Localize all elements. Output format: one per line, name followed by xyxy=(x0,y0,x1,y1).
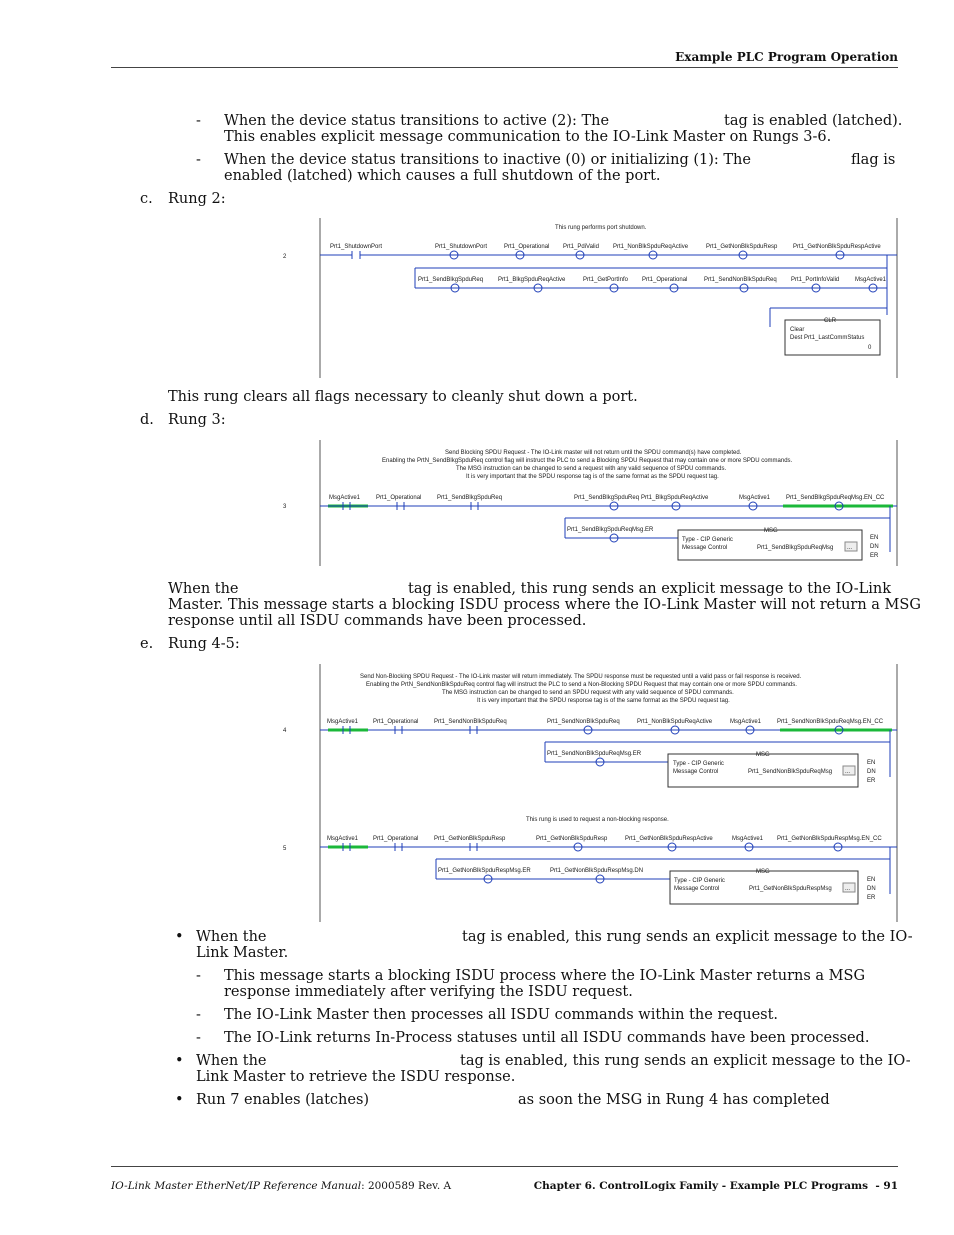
rung-5-comment: This rung is used to request a non-blocking response. xyxy=(526,817,669,823)
rung-4-comment: Send Non-Blocking SPDU Request - The IO-Link master will return immediately. The SPDU response must be requested until a valid pass or fail response is received. xyxy=(360,674,802,680)
rung-3-coil-tag: Prt1_BlkgSpduReqActive xyxy=(641,495,709,501)
bullet-2-text-a: When the xyxy=(196,1053,267,1069)
msg-dn-output: DN xyxy=(867,769,876,775)
rung-3-contact-tag: Prt1_SendBlkgSpduReq xyxy=(437,495,503,501)
step-c-text: Rung 2: xyxy=(168,191,226,207)
intro-item-1-text-b: tag is enabled (latched). xyxy=(724,113,903,129)
rung-3-branch-tag: Prt1_SendBlkgSpduReqMsg.ER xyxy=(567,527,654,533)
rung-2-caption: This rung clears all flags necessary to cleanly shut down a port. xyxy=(168,389,638,405)
step-d-text: Rung 3: xyxy=(168,412,226,428)
rung-2-number: 2 xyxy=(283,254,287,260)
msg-config-dots: ... xyxy=(847,545,853,551)
rung-3-caption-a: When the xyxy=(168,581,239,597)
msg-config-dots: ... xyxy=(845,769,851,775)
rung-3-comment: The MSG instruction can be changed to send a request with any valid sequence of SPDU commands. xyxy=(456,466,727,472)
rung-3-diagram xyxy=(280,438,900,568)
rung-2-row1-tag: Prt1_PdiValid xyxy=(563,244,599,250)
msg-control-tag: Prt1_SendNonBlkSpduReqMsg xyxy=(748,769,833,775)
rung-5-branch-tag: Prt1_GetNonBlkSpduRespMsg.DN xyxy=(550,868,644,874)
rung-5-coil-tag: Prt1_GetNonBlkSpduRespActive xyxy=(625,836,713,842)
step-e-text: Rung 4-5: xyxy=(168,636,240,652)
rung-4-comment: It is very important that the SPDU response tag is of the same format as the SPDU request tag. xyxy=(477,698,730,704)
rung-4-coil-tag: Prt1_SendNonBlkSpduReq xyxy=(547,719,620,725)
rung-2-contact-tag: Prt1_ShutdownPort xyxy=(330,244,383,250)
rung-3-comment: Enabling the PrtN_SendBlkgSpduReq control flag will instruct the PLC to send a Blocking SPDU Request that may contain one or more SPDU commands. xyxy=(382,458,793,464)
rung-2-row1-tag: Prt1_ShutdownPort xyxy=(435,244,488,250)
rung-2-row1-tag: Prt1_NonBlkSpduReqActive xyxy=(613,244,689,250)
step-d-label: d. xyxy=(140,412,154,428)
bullet-marker: • xyxy=(175,1092,184,1108)
rung-4-contact-tag: MsgActive1 xyxy=(327,719,359,725)
rung-4-comment: The MSG instruction can be changed to send an SPDU request with any valid sequence of SPDU commands. xyxy=(442,690,734,696)
bullet-1-text-a: When the xyxy=(196,929,267,945)
rung-3-caption-d: response until all ISDU commands have been processed. xyxy=(168,613,587,629)
rung-4-coil-tag: Prt1_SendNonBlkSpduReqMsg.EN_CC xyxy=(777,719,884,725)
rung-5-contact-tag: MsgActive1 xyxy=(327,836,359,842)
msg-control-tag: Prt1_GetNonBlkSpduRespMsg xyxy=(749,886,832,892)
sub-bullet-3-line1: The IO-Link returns In-Process statuses until all ISDU commands have been processed. xyxy=(224,1030,870,1046)
rung-5-number: 5 xyxy=(283,846,287,852)
msg-title: MSG xyxy=(756,752,770,758)
rung-3-coil-tag: MsgActive1 xyxy=(739,495,771,501)
rung-4-5-diagram xyxy=(280,662,900,924)
rung-2-row2-tag: Prt1_Operational xyxy=(642,277,688,283)
rung-3-coil-tag: Prt1_SendBlkgSpduReq xyxy=(574,495,640,501)
bullet-3-text-b: as soon the MSG in Rung 4 has completed xyxy=(518,1092,830,1108)
rung-4-contact-tag: Prt1_Operational xyxy=(373,719,419,725)
msg-control-label: Message Control xyxy=(682,545,728,551)
rung-2-row1-tag: Prt1_GetNonBlkSpduRespActive xyxy=(793,244,881,250)
footer-left xyxy=(111,1180,451,1192)
msg-type: Type - CIP Generic xyxy=(682,537,733,543)
msg-dn-output: DN xyxy=(867,886,876,892)
msg-type: Type - CIP Generic xyxy=(674,878,725,884)
rung-2-row2-tag: Prt1_GetPortInfo xyxy=(583,277,629,283)
intro-item-2-text-b: flag is xyxy=(851,152,896,168)
rung-3-contact-tag: MsgActive1 xyxy=(329,495,361,501)
sub-bullet-1-line1: This message starts a blocking ISDU process where the IO-Link Master returns a MSG xyxy=(224,968,866,984)
rung-3-contact-tag: Prt1_Operational xyxy=(376,495,422,501)
msg-control-label: Message Control xyxy=(673,769,719,775)
rung-5-contact-tag: Prt1_Operational xyxy=(373,836,419,842)
bullet-3-text-a: Run 7 enables (latches) xyxy=(196,1092,370,1108)
rung-2-row1-tag: Prt1_GetNonBlkSpduResp xyxy=(706,244,778,250)
rung-3-comment: It is very important that the SPDU response tag is of the same format as the SPDU request tag. xyxy=(466,474,719,480)
rung-2-row2-tag: Prt1_SendNonBlkSpduReq xyxy=(704,277,777,283)
bullet-marker: • xyxy=(175,1053,184,1069)
rung-5-coil-tag: Prt1_GetNonBlkSpduRespMsg.EN_CC xyxy=(777,836,882,842)
bullet-1-text-b: tag is enabled, this rung sends an explicit message to the IO- xyxy=(462,929,913,945)
clr-title: CLR xyxy=(824,318,837,324)
msg-title: MSG xyxy=(764,528,778,534)
msg-title: MSG xyxy=(756,869,770,875)
rung-2-row2-tag: Prt1_SendBlkgSpduReq xyxy=(418,277,484,283)
rung-4-coil-tag: MsgActive1 xyxy=(730,719,762,725)
dash-marker: - xyxy=(196,1007,201,1023)
msg-er-output: ER xyxy=(867,895,876,901)
rung-3-caption-c: Master. This message starts a blocking ISDU process where the IO-Link Master will not return a MSG xyxy=(168,597,921,613)
rung-3-coil-tag: Prt1_SendBlkgSpduReqMsg.EN_CC xyxy=(786,495,885,501)
step-e-label: e. xyxy=(140,636,154,652)
msg-control-tag: Prt1_SendBlkgSpduReqMsg xyxy=(757,545,834,551)
dash-marker: - xyxy=(196,113,201,129)
header-rule xyxy=(111,67,898,68)
rung-5-coil-tag: Prt1_GetNonBlkSpduResp xyxy=(536,836,608,842)
running-header: Example PLC Program Operation xyxy=(675,50,898,64)
dash-marker: - xyxy=(196,968,201,984)
rung-2-diagram xyxy=(280,215,900,380)
bullet-2-text-b: tag is enabled, this rung sends an explicit message to the IO- xyxy=(460,1053,911,1069)
msg-en-output: EN xyxy=(867,877,876,883)
bullet-marker: • xyxy=(175,929,184,945)
dash-marker: - xyxy=(196,1030,201,1046)
bullet-1-text-c: Link Master. xyxy=(196,945,289,961)
intro-item-2-text-a: When the device status transitions to inactive (0) or initializing (1): The xyxy=(224,152,751,168)
clr-value: 0 xyxy=(868,345,872,351)
msg-en-output: EN xyxy=(870,535,879,541)
footer-right: Chapter 6. ControlLogix Family - Example PLC Programs - 91 xyxy=(533,1180,898,1192)
rung-2-row2-tag: Prt1_BlkgSpduReqActive xyxy=(498,277,566,283)
rung-4-coil-tag: Prt1_NonBlkSpduReqActive xyxy=(637,719,713,725)
rung-2-row2-tag: Prt1_PortInfoValid xyxy=(791,277,840,283)
rung-2-row2-tag: MsgActive1 xyxy=(855,277,887,283)
clr-line1: Clear xyxy=(790,327,805,333)
sub-bullet-2-line1: The IO-Link Master then processes all ISDU commands within the request. xyxy=(224,1007,779,1023)
rung-2-row1-tag: Prt1_Operational xyxy=(504,244,550,250)
rung-3-comment: Send Blocking SPDU Request - The IO-Link master will not return until the SPDU command(s) have completed. xyxy=(445,450,742,456)
msg-control-label: Message Control xyxy=(674,886,720,892)
msg-en-output: EN xyxy=(867,760,876,766)
rung-3-number: 3 xyxy=(283,504,287,510)
sub-bullet-1-line2: response immediately after verifying the ISDU request. xyxy=(224,984,633,1000)
rung-5-coil-tag: MsgActive1 xyxy=(732,836,764,842)
msg-type: Type - CIP Generic xyxy=(673,761,724,767)
msg-er-output: ER xyxy=(867,778,876,784)
dash-marker: - xyxy=(196,152,201,168)
rung-4-number: 4 xyxy=(283,728,287,734)
footer-rule xyxy=(111,1166,898,1167)
rung-5-branch-tag: Prt1_GetNonBlkSpduRespMsg.ER xyxy=(438,868,531,874)
rung-4-branch-tag: Prt1_SendNonBlkSpduReqMsg.ER xyxy=(547,751,642,757)
footer-manual-rev: : 2000589 Rev. A xyxy=(361,1180,452,1192)
intro-item-2-text-c: enabled (latched) which causes a full shutdown of the port. xyxy=(224,168,661,184)
msg-er-output: ER xyxy=(870,553,879,559)
rung-3-caption-b: tag is enabled, this rung sends an explicit message to the IO-Link xyxy=(408,581,892,597)
msg-config-dots: ... xyxy=(845,886,851,892)
intro-item-1-text-a: When the device status transitions to active (2): The xyxy=(224,113,610,129)
bullet-2-text-c: Link Master to retrieve the ISDU response. xyxy=(196,1069,516,1085)
rung-2-comment: This rung performs port shutdown. xyxy=(555,225,647,231)
rung-4-contact-tag: Prt1_SendNonBlkSpduReq xyxy=(434,719,507,725)
intro-item-1-text-c: This enables explicit message communication to the IO-Link Master on Rungs 3-6. xyxy=(224,129,832,145)
clr-line2: Dest Prt1_LastCommStatus xyxy=(790,335,865,341)
msg-dn-output: DN xyxy=(870,544,879,550)
step-c-label: c. xyxy=(140,191,153,207)
footer-manual-title: IO-Link Master EtherNet/IP Reference Manual xyxy=(111,1180,362,1192)
rung-5-contact-tag: Prt1_GetNonBlkSpduResp xyxy=(434,836,506,842)
rung-4-comment: Enabling the PrtN_SendNonBlkSpduReq control flag will instruct the PLC to send a Non-Blocking SPDU Request that may contain one or more SPDU commands. xyxy=(366,682,797,688)
